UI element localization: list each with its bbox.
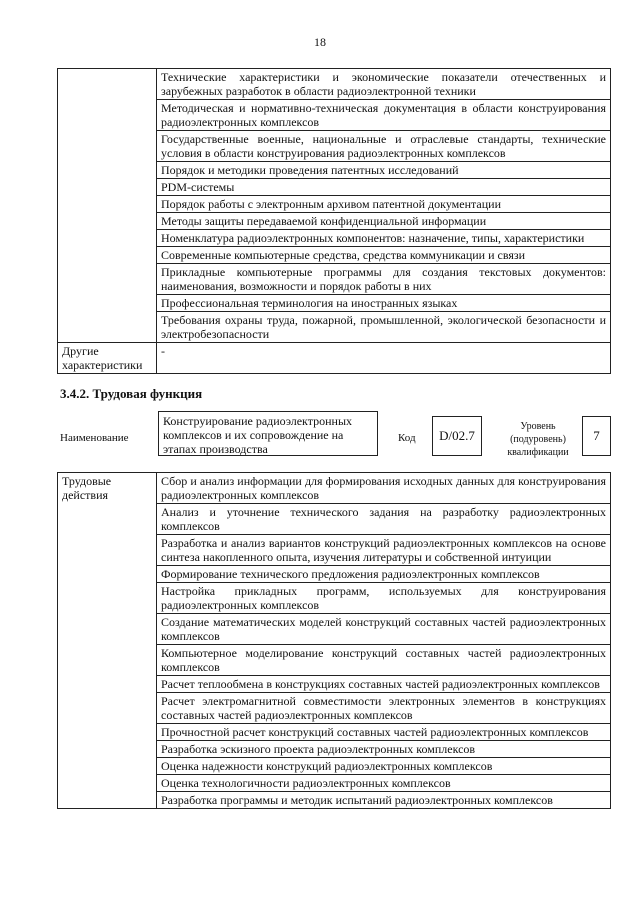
table-row — [58, 473, 611, 504]
other-characteristics-label: Другие характеристики — [58, 343, 157, 374]
code-label: Код — [398, 432, 416, 444]
function-name-box: Конструирование радиоэлектронных комплексов и их сопровождение на этапах производства — [158, 411, 378, 456]
knowledge-item: Прикладные компьютерные программы для создания текстовых документов: наименования, возможности и порядок работы в них — [157, 264, 611, 295]
labor-action-item: Разработка и анализ вариантов конструкций радиоэлектронных комплексов на основе синтеза накопленного опыта, изучения литературы и собственной интуиции — [157, 535, 611, 566]
name-label: Наименование — [60, 432, 129, 444]
code-box: D/02.7 — [432, 416, 482, 456]
knowledge-item: Современные компьютерные средства, средства коммуникации и связи — [157, 247, 611, 264]
qualification-level-label: Уровень (подуровень) квалификации — [507, 421, 569, 458]
labor-action-item: Оценка технологичности радиоэлектронных комплексов — [157, 775, 611, 792]
labor-action-item: Настройка прикладных программ, используемых для конструирования радиоэлектронных комплексов — [157, 583, 611, 614]
page-number: 18 — [314, 35, 326, 49]
labor-action-item: Формирование технического предложения радиоэлектронных комплексов — [157, 566, 611, 583]
knowledge-item: Порядок и методики проведения патентных исследований — [157, 162, 611, 179]
knowledge-item: Технические характеристики и экономические показатели отечественных и зарубежных разработок в области радиоэлектронной техники — [157, 69, 611, 100]
labor-action-item: Разработка эскизного проекта радиоэлектронных комплексов — [157, 741, 611, 758]
labor-actions-table — [57, 472, 611, 809]
labor-action-item: Создание математических моделей конструкций составных частей радиоэлектронных комплексов — [157, 614, 611, 645]
labor-action-item: Разработка программы и методик испытаний радиоэлектронных комплексов — [157, 792, 611, 809]
labor-action-item: Оценка надежности конструкций радиоэлектронных комплексов — [157, 758, 611, 775]
labor-action-item: Компьютерное моделирование конструкций составных частей радиоэлектронных комплексов — [157, 645, 611, 676]
knowledge-item: Требования охраны труда, пожарной, промышленной, экологической безопасности и электробезопасности — [157, 312, 611, 343]
knowledge-item: Методическая и нормативно-техническая документация в области конструирования радиоэлектронных комплексов — [157, 100, 611, 131]
labor-action-item: Сбор и анализ информации для формирования исходных данных для конструирования радиоэлектронных комплексов — [157, 473, 611, 504]
knowledge-item: Профессиональная терминология на иностранных языках — [157, 295, 611, 312]
labor-action-item: Прочностной расчет конструкций составных частей радиоэлектронных комплексов — [157, 724, 611, 741]
labor-actions-label: Трудовые действия — [58, 473, 157, 809]
knowledge-table — [57, 68, 611, 374]
table-row — [58, 69, 611, 100]
labor-action-item: Расчет теплообмена в конструкциях составных частей радиоэлектронных комплексов — [157, 676, 611, 693]
qualification-level-box: 7 — [582, 416, 611, 456]
labor-action-item: Анализ и уточнение технического задания на разработку радиоэлектронных комплексов — [157, 504, 611, 535]
section-heading: 3.4.2. Трудовая функция — [60, 386, 203, 401]
knowledge-label-cell — [58, 69, 157, 343]
knowledge-item: Номенклатура радиоэлектронных компонентов: назначение, типы, характеристики — [157, 230, 611, 247]
knowledge-item: Государственные военные, национальные и отраслевые стандарты, технические условия в области конструирования радиоэлектронных комплексов — [157, 131, 611, 162]
knowledge-item: Методы защиты передаваемой конфиденциальной информации — [157, 213, 611, 230]
table-row — [58, 343, 611, 374]
labor-action-item: Расчет электромагнитной совместимости электронных элементов в конструкциях составных частей радиоэлектронных комплексов — [157, 693, 611, 724]
knowledge-item: PDM-системы — [157, 179, 611, 196]
knowledge-item: Порядок работы с электронным архивом патентной документации — [157, 196, 611, 213]
other-characteristics-value: - — [157, 343, 611, 374]
